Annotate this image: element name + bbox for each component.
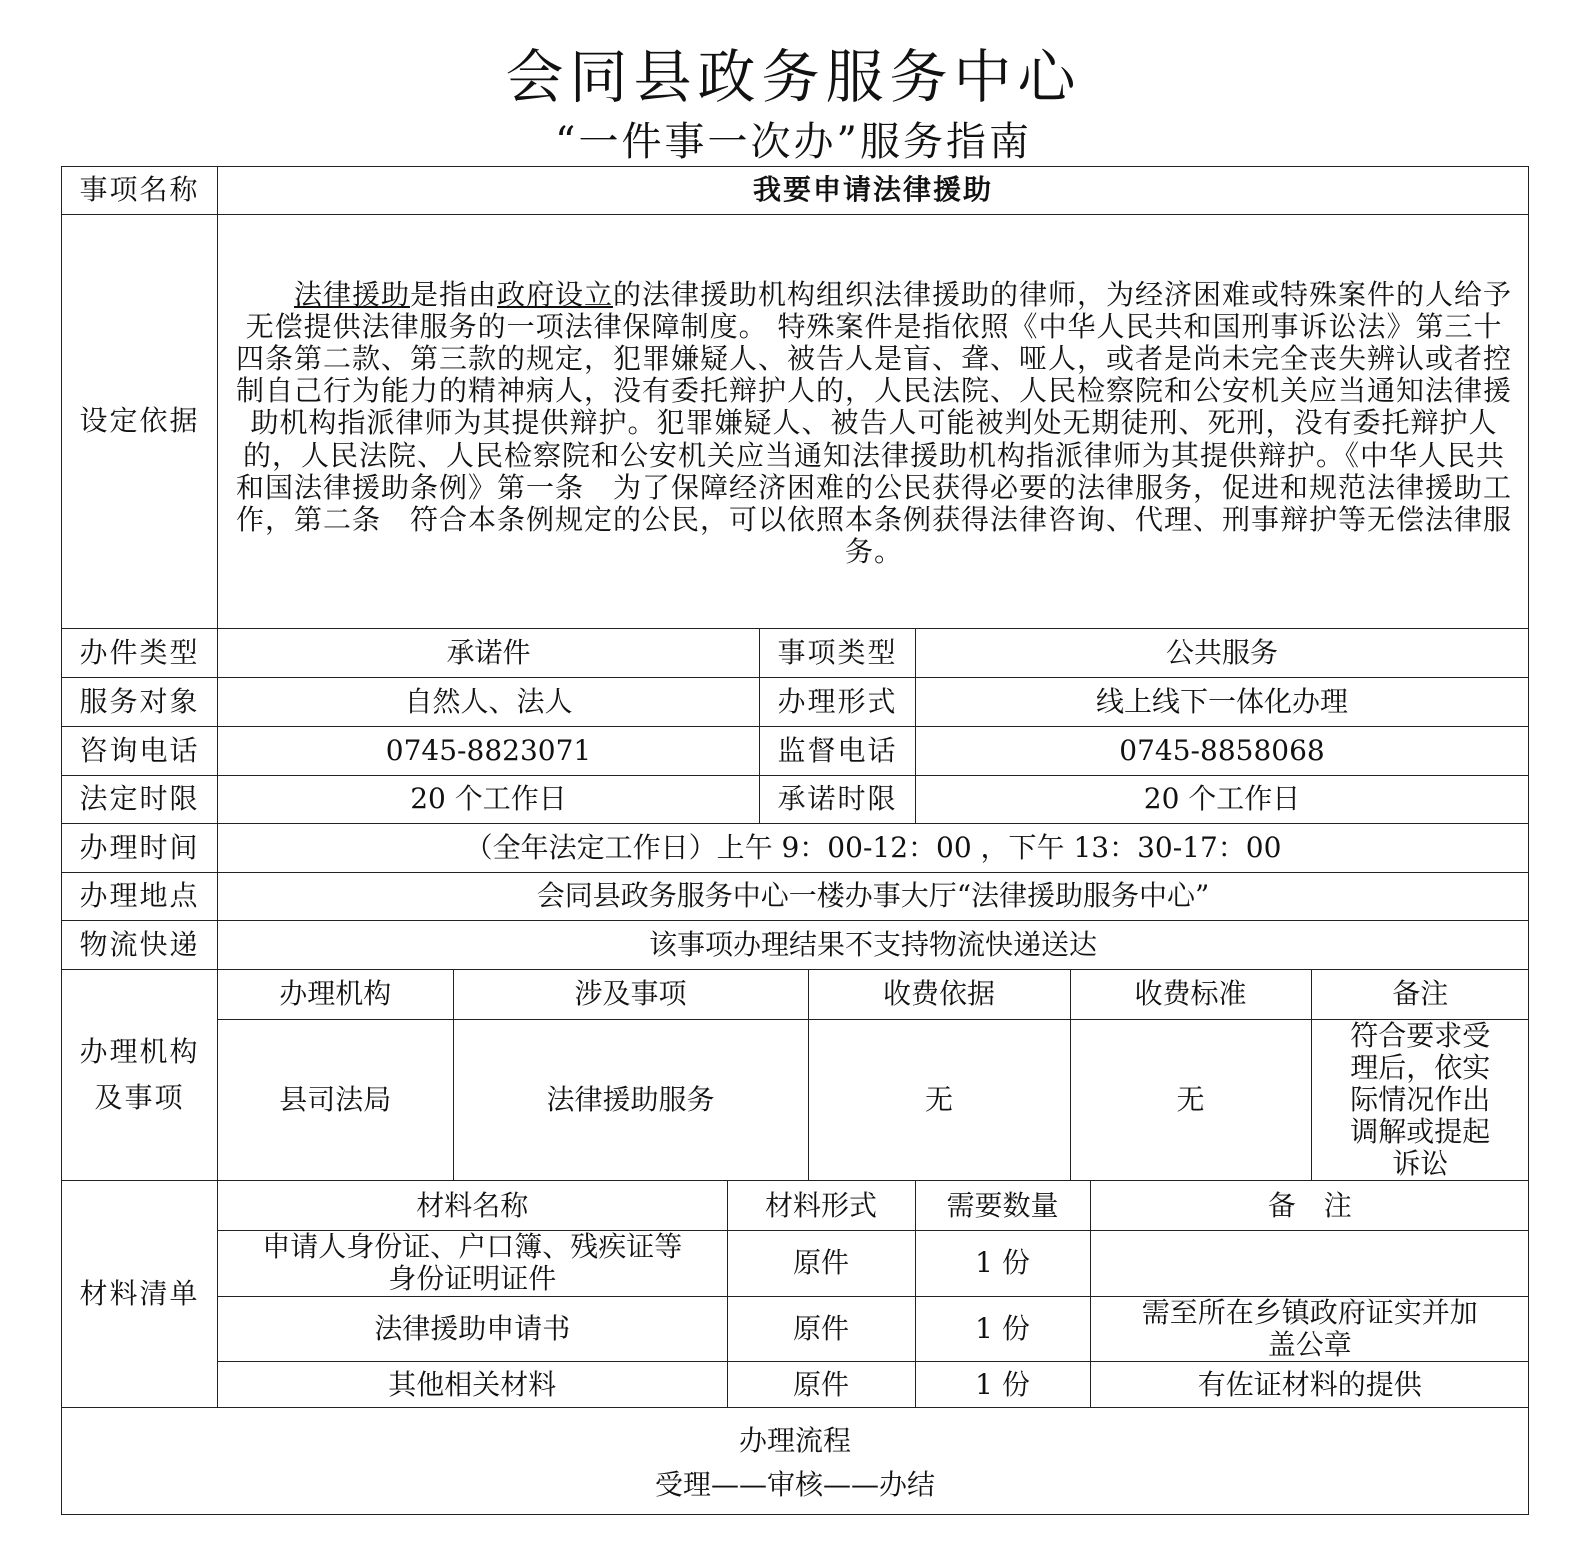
material-note: 有佐证材料的提供 [1090, 1362, 1529, 1408]
basis-text-b: 的法律援助机构组织法律援助的律师，为经济困难或特殊案件的人给予无偿提供法律服务的一项法律保障制度。 特殊案件是指依照《中华人民共和国刑事诉讼法》第三十四条第二款、第三款的规定，犯罪嫌疑人、被告人是盲、聋、哑人，或者是尚未完全丧失辨认或者控制自己行为能力的精神病人，没有委托辩护人的，人民法院、人民检察院和公安机关应当通知法律援助机构指派律师为其提供辩护。犯罪嫌疑人、被告人可能被判处无期徒刑、死刑，没有委托辩护人的，人民法院、人民检察院和公安机关应当通知法律援助机构指派律师为其提供辩护。《中华人民共和国法律援助条例》第一条 为了保障经济困难的公民获得必要的法律服务，促进和规范法律援助工作，第二条 符合本条例规定的公民，可以依照本条例获得法律咨询、代理、刑事辩护等无偿法律服务。 [236, 277, 1513, 569]
material-note [1090, 1230, 1529, 1296]
agency-note-line: 调解或提起 [1350, 1115, 1491, 1149]
agency-note-line: 诉讼 [1392, 1147, 1449, 1181]
material-qty: 1 份 [915, 1296, 1090, 1361]
item-name-label: 事项名称 [62, 167, 218, 215]
material-name-line: 身份证明证件 [388, 1262, 557, 1296]
materials-header: 需要数量 [915, 1181, 1090, 1230]
agency-header: 备注 [1311, 970, 1529, 1019]
phone-label: 咨询电话 [62, 727, 218, 776]
material-note-line: 盖公章 [1267, 1328, 1352, 1362]
material-note-line: 需至所在乡镇政府证实并加 [1141, 1295, 1478, 1329]
place-value: 会同县政务服务中心一楼办事大厅“法律援助服务中心” [218, 873, 1529, 921]
agency-header: 涉及事项 [453, 970, 808, 1019]
agency-header: 收费标准 [1070, 970, 1311, 1019]
agency-note-line: 符合要求受 [1350, 1018, 1491, 1052]
materials-header: 备 注 [1090, 1181, 1529, 1230]
agency-header: 办理机构 [218, 970, 453, 1019]
item-name-value: 我要申请法律援助 [218, 167, 1529, 215]
form-label: 办理形式 [760, 678, 916, 727]
supervise-value: 0745-8858068 [916, 727, 1529, 776]
materials-header: 材料名称 [218, 1181, 727, 1230]
materials-header: 材料形式 [727, 1181, 915, 1230]
delivery-label: 物流快递 [62, 921, 218, 970]
basis-label: 设定依据 [62, 215, 218, 629]
case-type-value: 承诺件 [218, 629, 760, 678]
legal-limit-value: 20 个工作日 [218, 776, 760, 824]
agency-label [62, 970, 218, 1181]
agency-note-line: 际情况作出 [1350, 1082, 1491, 1116]
hours-value: （全年法定工作日）上午 9：00-12：00 ，下午 13：30-17：00 [218, 824, 1529, 873]
material-name: 其他相关材料 [218, 1362, 727, 1408]
materials-table [218, 1181, 1529, 1407]
material-name [218, 1230, 727, 1296]
material-form: 原件 [727, 1296, 915, 1361]
agency-note-line: 理后，依实 [1350, 1050, 1491, 1084]
material-note [1090, 1296, 1529, 1361]
agency-label-line-1: 办理机构 [79, 1035, 200, 1069]
item-type-label: 事项类型 [760, 629, 916, 678]
agency-org: 县司法局 [218, 1019, 453, 1180]
material-form: 原件 [727, 1362, 915, 1408]
process-steps: 受理——审核——办结 [655, 1468, 936, 1502]
legal-limit-label: 法定时限 [62, 776, 218, 824]
promise-limit-value: 20 个工作日 [916, 776, 1529, 824]
agency-service: 法律援助服务 [453, 1019, 808, 1180]
material-name: 法律援助申请书 [218, 1296, 727, 1361]
material-form: 原件 [727, 1230, 915, 1296]
material-name-line: 申请人身份证、户口簿、残疾证等 [262, 1230, 683, 1264]
agency-table [218, 970, 1529, 1180]
case-type-label: 办件类型 [62, 629, 218, 678]
material-qty: 1 份 [915, 1362, 1090, 1408]
agency-note [1311, 1019, 1529, 1180]
agency-fee-standard: 无 [1070, 1019, 1311, 1180]
delivery-value: 该事项办理结果不支持物流快递送达 [218, 921, 1529, 970]
phone-value: 0745-8823071 [218, 727, 760, 776]
agency-header: 收费依据 [808, 970, 1070, 1019]
basis-gov: 政府设立 [497, 277, 614, 311]
materials-label: 材料清单 [62, 1181, 218, 1408]
process-cell [62, 1408, 1529, 1515]
page-subtitle: “一件事一次办”服务指南 [555, 119, 1032, 165]
hours-label: 办理时间 [62, 824, 218, 873]
target-label: 服务对象 [62, 678, 218, 727]
supervise-label: 监督电话 [760, 727, 916, 776]
basis-term: 法律援助 [293, 277, 410, 311]
agency-cell [218, 970, 1529, 1181]
agency-fee-basis: 无 [808, 1019, 1070, 1180]
item-type-value: 公共服务 [916, 629, 1529, 678]
materials-cell [218, 1181, 1529, 1408]
promise-limit-label: 承诺时限 [760, 776, 916, 824]
target-value: 自然人、法人 [218, 678, 760, 727]
page-title: 会同县政务服务中心 [505, 43, 1082, 111]
basis-text-a: 是指由 [410, 277, 498, 311]
agency-label-line-2: 及事项 [94, 1081, 185, 1115]
process-title: 办理流程 [739, 1424, 852, 1458]
basis-text [218, 215, 1529, 629]
form-value: 线上线下一体化办理 [916, 678, 1529, 727]
service-guide-table [61, 166, 1529, 1515]
material-qty: 1 份 [915, 1230, 1090, 1296]
place-label: 办理地点 [62, 873, 218, 921]
